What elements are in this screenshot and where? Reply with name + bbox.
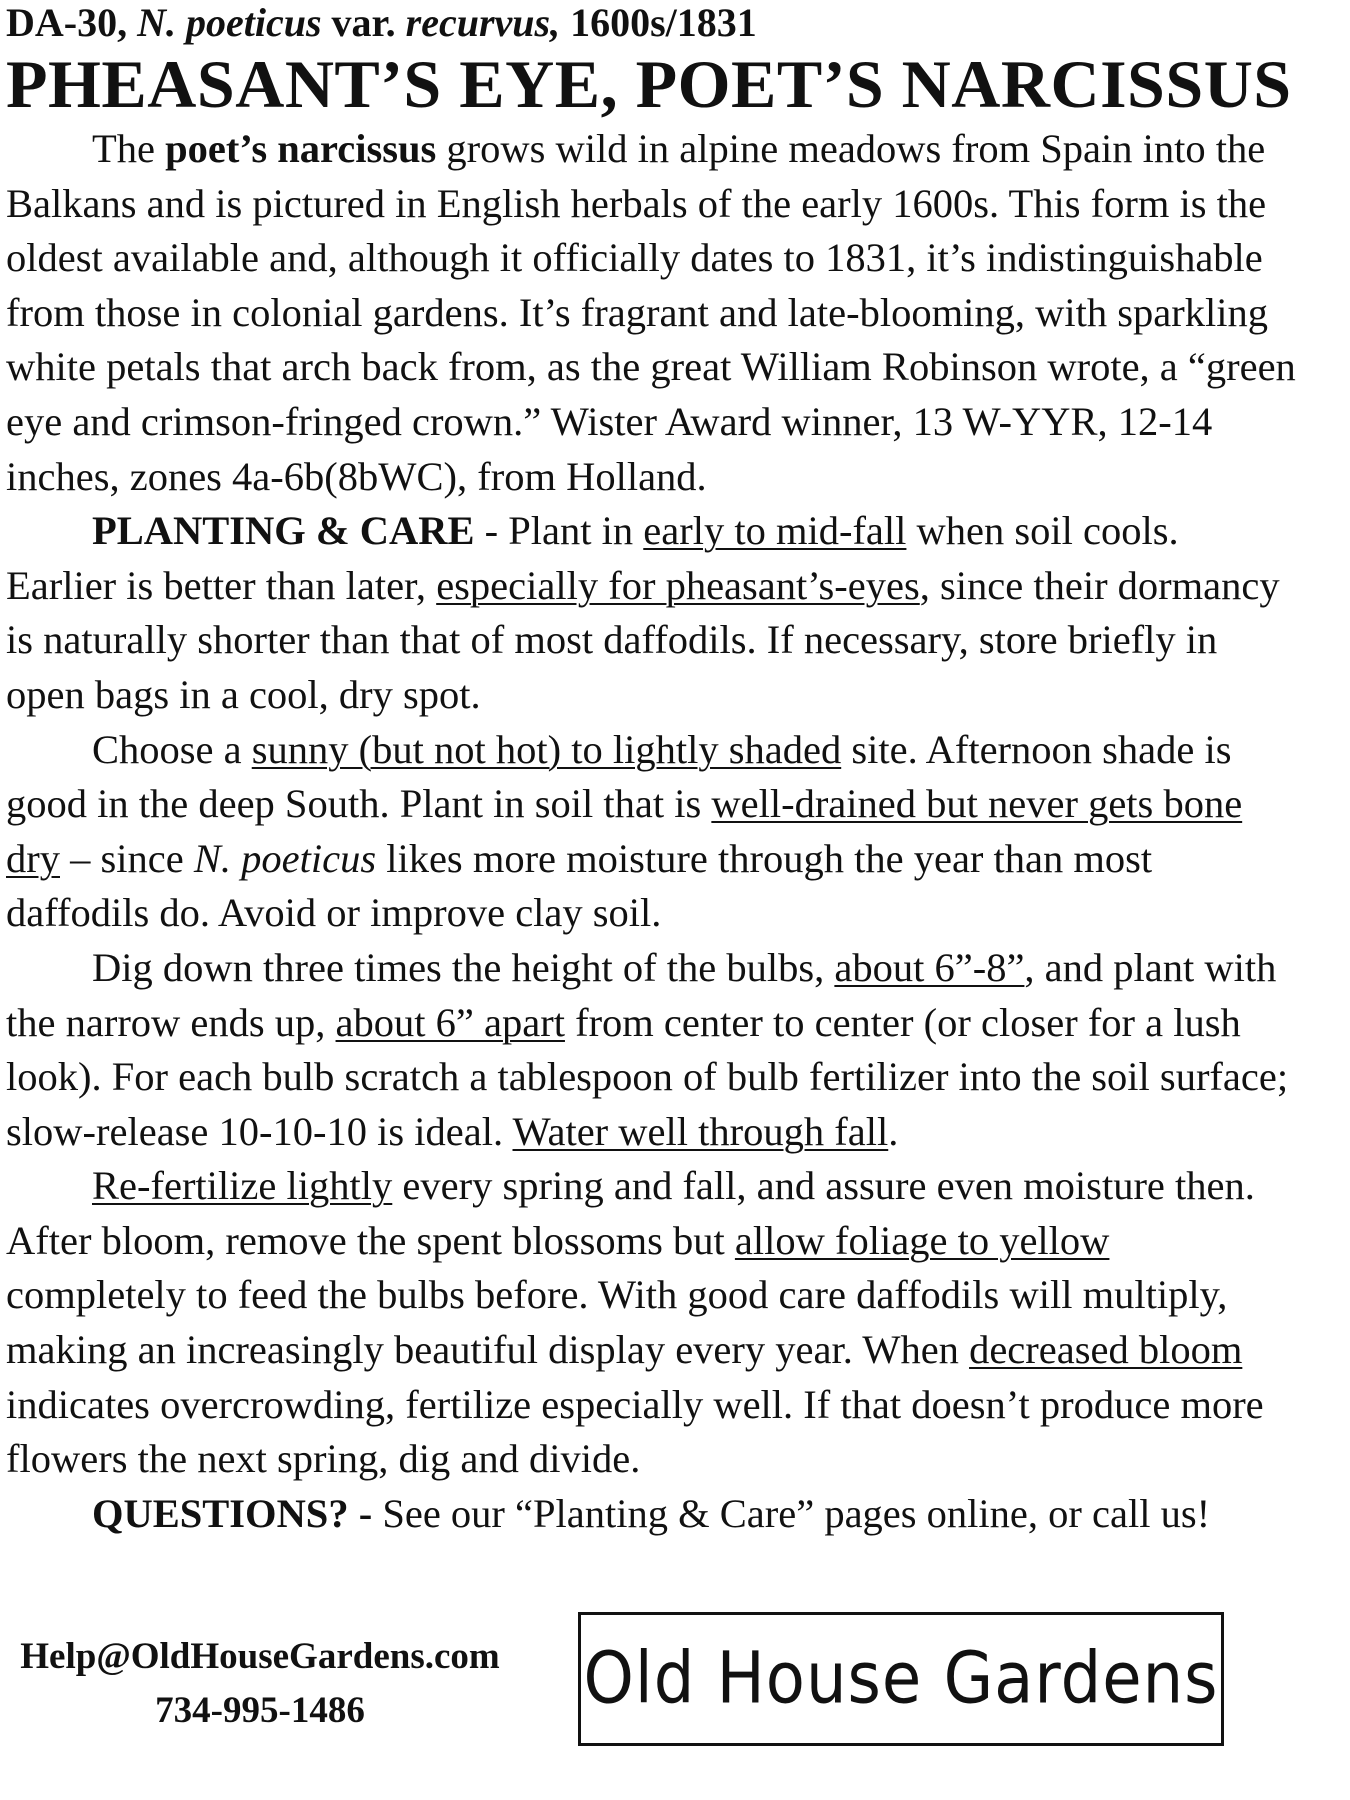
site-italic-species: N. poeticus (193, 835, 377, 881)
site-text-3: – since (60, 835, 194, 881)
dig-underline-3: Water well through fall (512, 1108, 889, 1154)
brand-logo-box (578, 1612, 1224, 1746)
brand-logo: Old House Gardens (583, 1637, 1219, 1721)
dig-text-2: , and plant with the narrow ends up, (6, 944, 1277, 1045)
refert-underline-2: allow foliage to yellow (734, 1217, 1110, 1263)
species-name: N. poeticus (137, 0, 322, 45)
dig-underline-2: about 6” apart (335, 999, 565, 1045)
site-underline-1: sunny (but not hot) to lightly shaded (251, 726, 842, 772)
intro-text-1: The (92, 126, 166, 171)
page-title: PHEASANT’S EYE, POET’S NARCISSUS (6, 46, 1292, 122)
planting-paragraph (6, 504, 1296, 722)
planting-underline-2: especially for pheasant’s-eyes (436, 562, 920, 608)
product-code-line (6, 0, 1296, 46)
description-body (6, 122, 1296, 1541)
dig-paragraph (6, 941, 1296, 1159)
site-underline-2: well-drained but never gets bone dry (6, 781, 1243, 881)
refert-text-2: completely to feed the bulbs before. With good care daffodils will multiply, making an increasingly beautiful display every year. When (6, 1272, 1228, 1373)
questions-paragraph (6, 1487, 1296, 1542)
var-label: var. (321, 0, 406, 45)
planting-text-2: when soil cools. Earlier is better than later, (6, 508, 1179, 608)
site-paragraph (6, 723, 1296, 941)
planting-text-3: , since their dormancy is naturally shorter than that of most daffodils. If necessary, store briefly in open bags in a cool, dry spot. (6, 562, 1280, 717)
intro-paragraph (6, 122, 1296, 504)
refert-text-3: indicates overcrowding, fertilize especially well. If that doesn’t produce more flowers the next spring, dig and divide. (6, 1381, 1264, 1482)
planting-text-1: - Plant in (474, 508, 644, 554)
dig-text-1: Dig down three times the height of the bulbs, (92, 944, 835, 990)
product-code: DA-30, (6, 0, 138, 45)
questions-heading: QUESTIONS? - (92, 1490, 373, 1536)
site-text-1: Choose a (92, 726, 252, 772)
planting-underline-1: early to mid-fall (643, 508, 907, 554)
refert-underline-3: decreased bloom (969, 1327, 1243, 1373)
refertilize-paragraph (6, 1159, 1296, 1487)
phone-number: 734-995-1486 (155, 1690, 365, 1731)
email-link[interactable]: Help@OldHouseGardens.com (20, 1636, 500, 1677)
planting-heading: PLANTING & CARE (92, 508, 475, 554)
refert-text-1: every spring and fall, and assure even moisture then. After bloom, remove the spent blossoms but (6, 1163, 1255, 1263)
variety-name: recurvus, (405, 0, 561, 45)
contact-info (10, 1630, 510, 1738)
site-text-2: site. Afternoon shade is good in the deep South. Plant in soil that is (6, 726, 1232, 827)
seed-packet-text (6, 0, 1296, 1541)
questions-text: See our “Planting & Care” pages online, or call us! (372, 1490, 1211, 1536)
dig-underline-1: about 6”-8” (834, 944, 1025, 990)
intro-bold-name: poet’s narcissus (165, 126, 437, 171)
site-text-4: likes more moisture through the year than most daffodils do. Avoid or improve clay soil. (6, 835, 1153, 936)
dates: 1600s/1831 (560, 0, 757, 45)
dig-text-4: . (888, 1108, 899, 1154)
refert-underline-1: Re-fertilize lightly (92, 1163, 393, 1209)
intro-text-2: grows wild in alpine meadows from Spain into the Balkans and is pictured in English herbals of the early 1600s. This form is the oldest available and, although it officially dates to 1831, it’s indistinguishable from those in colonial gardens. It’s fragrant and late-blooming, with sparkling white petals that arch back from, as the great William Robinson wrote, a “green eye and crimson-fringed crown.” Wister Award winner, 13 W-YYR, 12-14 inches, zones 4a-6b(8bWC), from Holland. (6, 126, 1296, 499)
dig-text-3: from center to center (or closer for a lush look). For each bulb scratch a tablespoon of bulb fertilizer into the soil surface; slow-release 10-10-10 is ideal. (6, 999, 1289, 1154)
